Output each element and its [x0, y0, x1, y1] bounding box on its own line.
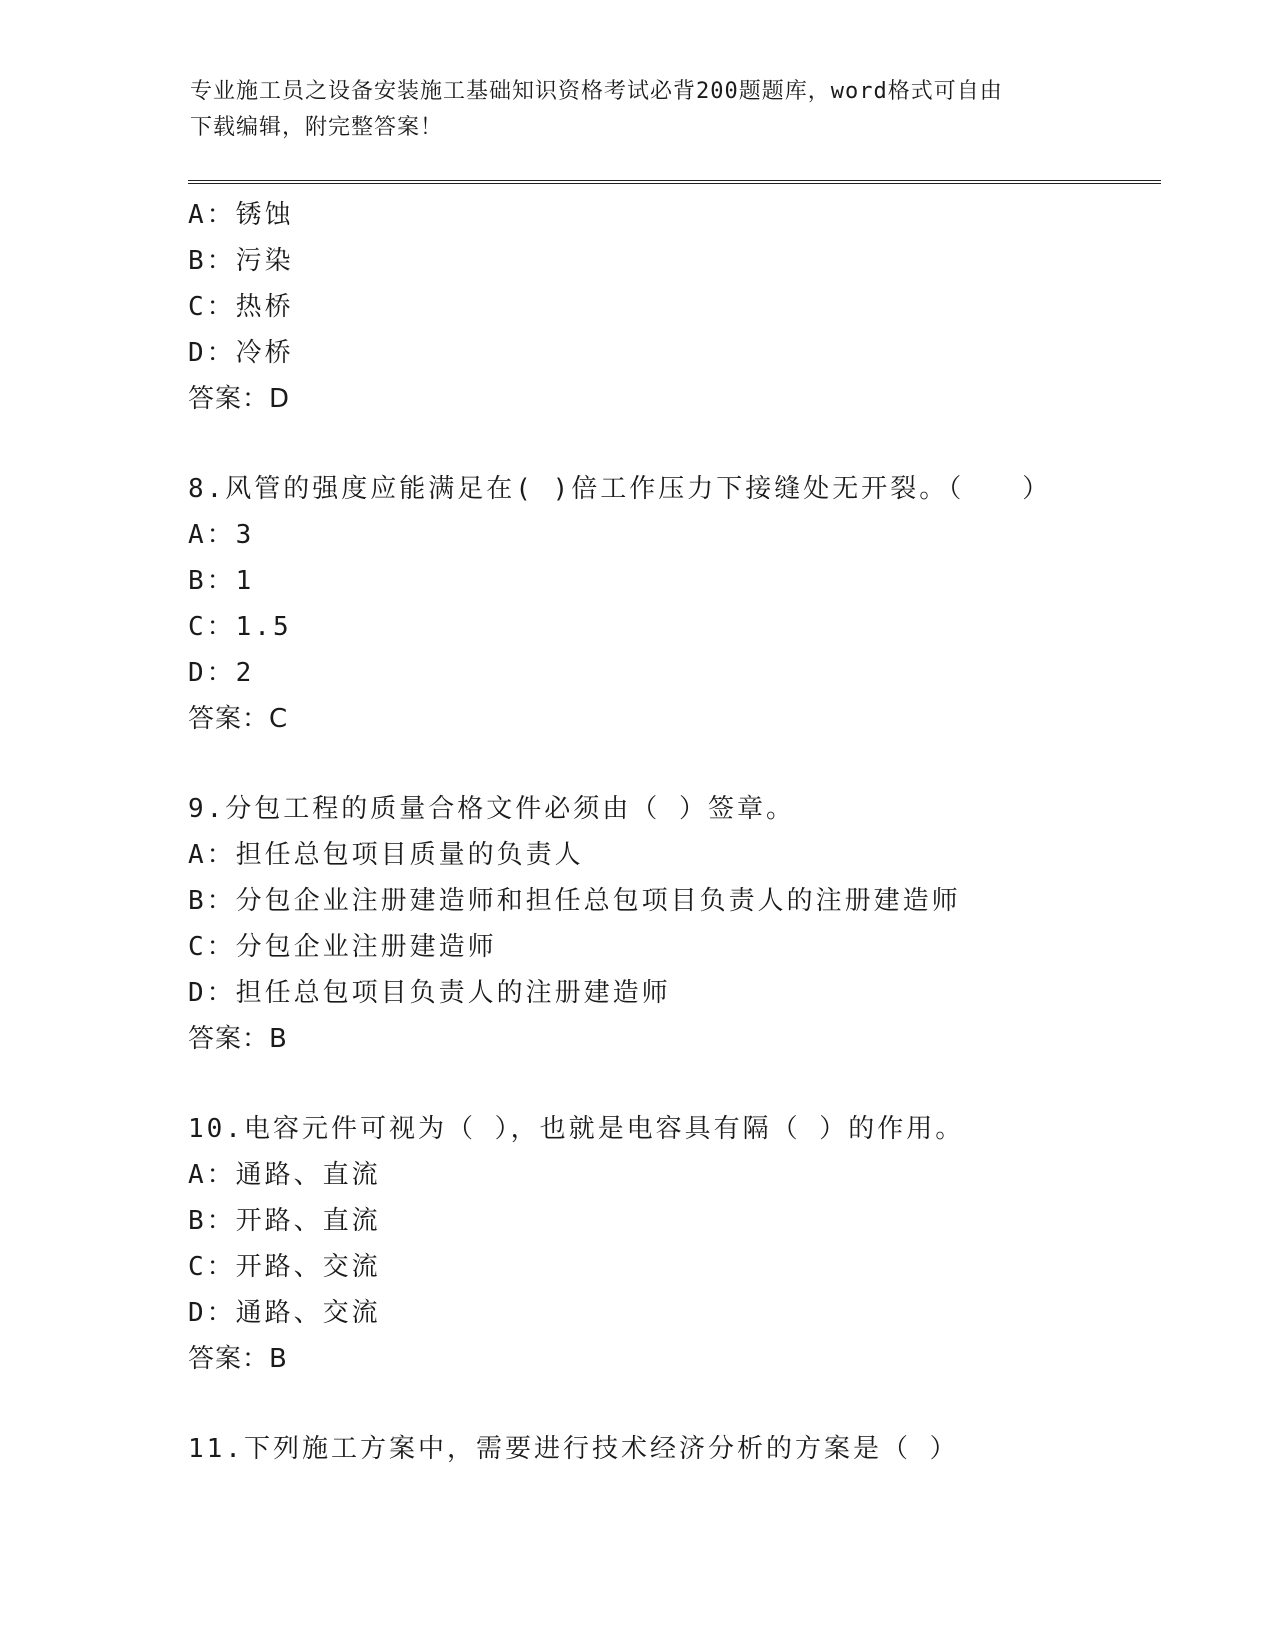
option-a: A：锈蚀	[188, 200, 294, 230]
option-c: C：1.5	[188, 612, 292, 642]
question-text: 9.分包工程的质量合格文件必须由（ ）签章。	[188, 794, 795, 824]
question-block-8	[188, 466, 1168, 742]
question-block-9	[188, 786, 1168, 1062]
option-b: B：开路、直流	[188, 1206, 381, 1236]
option-d: D：担任总包项目负责人的注册建造师	[188, 978, 671, 1008]
question-list	[188, 192, 1168, 1472]
question-text: 8.风管的强度应能满足在( )倍工作压力下接缝处无开裂。（ ）	[188, 474, 1052, 504]
answer-line: 答案：D	[188, 384, 291, 414]
option-d: D：冷桥	[188, 338, 294, 368]
option-c: C：热桥	[188, 292, 294, 322]
spacer	[188, 422, 1168, 466]
question-block-11	[188, 1426, 1168, 1472]
question-text: 11.下列施工方案中，需要进行技术经济分析的方案是（ ）	[188, 1434, 959, 1464]
spacer	[188, 1382, 1168, 1426]
option-b: B：污染	[188, 246, 294, 276]
option-b: B：分包企业注册建造师和担任总包项目负责人的注册建造师	[188, 886, 961, 916]
option-c: C：分包企业注册建造师	[188, 932, 497, 962]
answer-line: 答案：B	[188, 1024, 288, 1054]
spacer	[188, 742, 1168, 786]
question-block-10	[188, 1106, 1168, 1382]
option-c: C：开路、交流	[188, 1252, 381, 1282]
question-text: 10.电容元件可视为（ ），也就是电容具有隔（ ）的作用。	[188, 1114, 965, 1144]
document-header	[190, 74, 1090, 146]
header-divider-bottom	[188, 183, 1161, 184]
header-line-2: 下载编辑，附完整答案！	[190, 115, 444, 140]
header-line-1: 专业施工员之设备安装施工基础知识资格考试必背200题题库，word格式可自由	[190, 79, 1003, 104]
header-divider-top	[188, 180, 1161, 181]
answer-line: 答案：B	[188, 1344, 288, 1374]
answer-line: 答案：C	[188, 704, 289, 734]
option-d: D：通路、交流	[188, 1298, 381, 1328]
option-d: D：2	[188, 658, 255, 688]
option-a: A：担任总包项目质量的负责人	[188, 840, 584, 870]
option-a: A：通路、直流	[188, 1160, 381, 1190]
option-a: A：3	[188, 520, 255, 550]
option-b: B：1	[188, 566, 255, 596]
spacer	[188, 1062, 1168, 1106]
question-block-7	[188, 192, 1168, 422]
